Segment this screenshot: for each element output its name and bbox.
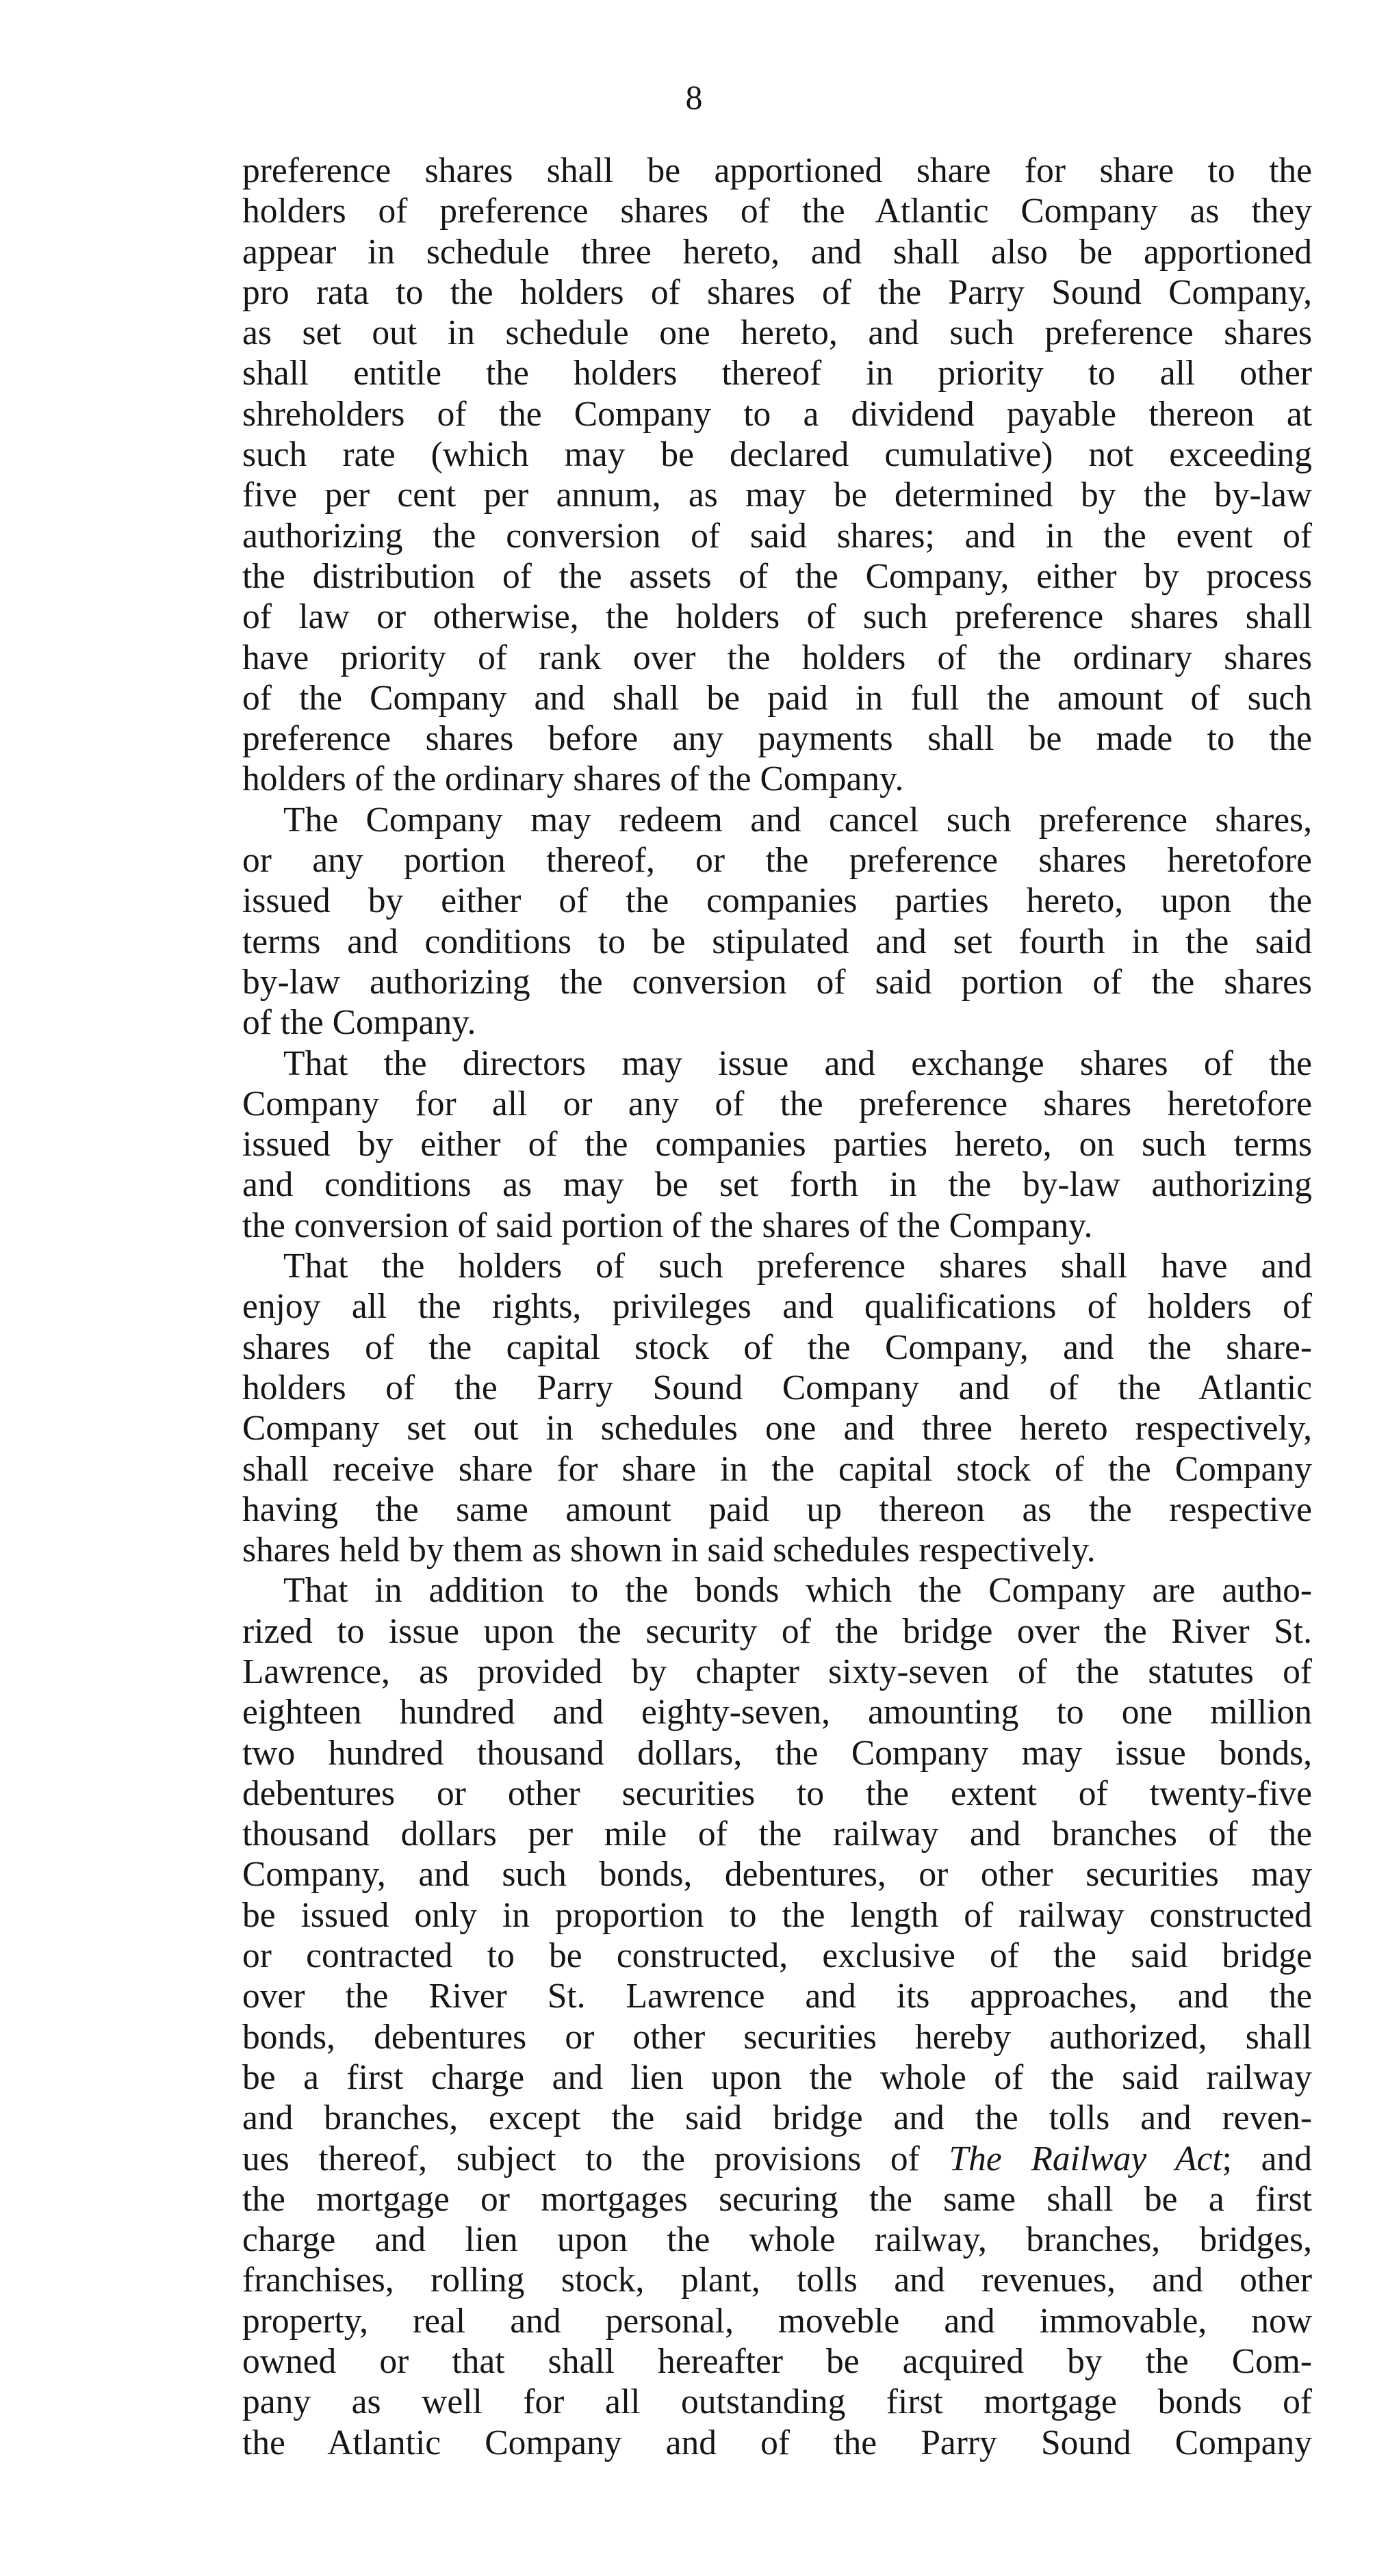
text-line: That in addition to the bonds which the Company are autho- [283,1571,1312,1611]
text-line: as set out in schedule one hereto, and such preference shares [242,313,1312,353]
text-segment: ues thereof, subject to the provisions of [242,2139,949,2178]
act-title: The Railway Act [949,2139,1222,2178]
text-line: charge and lien upon the whole railway, branches, bridges, [242,2220,1312,2260]
paragraph-5 [242,1570,1312,2463]
text-line: and branches, except the said bridge and the tolls and reven- [242,2098,1312,2138]
text-line: holders of preference shares of the Atlantic Company as they [242,192,1312,231]
text-line: terms and conditions to be stipulated and set fourth in the said [242,922,1312,961]
text-line: by-law authorizing the conversion of said portion of the shares [242,962,1312,1002]
text-line: The Company may redeem and cancel such preference shares, [283,800,1312,840]
body-text [242,151,1312,2463]
text-line: shreholders of the Company to a dividend payable thereon at [242,394,1312,434]
text-line: such rate (which may be declared cumulative) not exceeding [242,435,1312,475]
paragraph-1 [242,151,1312,800]
text-line: debentures or other securities to the extent of twenty-five [242,1773,1312,1813]
text-line: franchises, rolling stock, plant, tolls and revenues, and other [242,2261,1312,2300]
text-line: the distribution of the assets of the Company, either by process [242,556,1312,596]
text-line: Company set out in schedules one and three hereto respectively, [242,1409,1312,1448]
text-line: holders of the Parry Sound Company and of the Atlantic [242,1368,1312,1407]
text-line: over the River St. Lawrence and its approaches, and the [242,1977,1312,2016]
text-line: of the Company. [242,1003,476,1043]
text-line: Lawrence, as provided by chapter sixty-seven of the statutes of [242,1652,1312,1691]
text-line: the Atlantic Company and of the Parry Sound Company [242,2423,1312,2462]
text-line: be a first charge and lien upon the whole of the said railway [242,2057,1312,2097]
text-line: or any portion thereof, or the preference shares heretofore [242,841,1312,881]
text-line: bonds, debentures or other securities hereby authorized, shall [242,2017,1312,2057]
text-line: property, real and personal, moveble and immovable, now [242,2301,1312,2341]
text-line: thousand dollars per mile of the railway and branches of the [242,1814,1312,1854]
text-line: or contracted to be constructed, exclusive of the said bridge [242,1936,1312,1976]
text-line-with-italic [242,2139,1312,2179]
text-line: preference shares before any payments shall be made to the [242,719,1312,759]
text-line: owned or that shall hereafter be acquired by the Com- [242,2342,1312,2382]
text-line: appear in schedule three hereto, and shall also be apportioned [242,232,1312,272]
text-line: shares held by them as shown in said schedules respectively. [242,1531,1096,1570]
text-line: be issued only in proportion to the length of railway constructed [242,1895,1312,1935]
text-line: two hundred thousand dollars, the Company may issue bonds, [242,1733,1312,1773]
text-line: rized to issue upon the security of the bridge over the River St. [242,1611,1312,1651]
text-line: Company, and such bonds, debentures, or other securities may [242,1855,1312,1895]
text-line: preference shares shall be apportioned share for share to the [242,151,1312,190]
text-line: pany as well for all outstanding first mortgage bonds of [242,2382,1312,2422]
text-line: and conditions as may be set forth in the by-law authorizing [242,1165,1312,1205]
text-line: of law or otherwise, the holders of such preference shares shall [242,597,1312,637]
paragraph-3 [242,1043,1312,1246]
text-line: have priority of rank over the holders of the ordinary shares [242,638,1312,677]
text-line: the mortgage or mortgages securing the same shall be a first [242,2179,1312,2219]
text-line: eighteen hundred and eighty-seven, amounting to one million [242,1693,1312,1732]
text-line: issued by either of the companies parties hereto, upon the [242,881,1312,921]
page-number: 8 [685,78,703,116]
paragraph-4 [242,1246,1312,1570]
text-line: enjoy all the rights, privileges and qualifications of holders of [242,1287,1312,1327]
text-line: issued by either of the companies parties hereto, on such terms [242,1125,1312,1165]
text-line: five per cent per annum, as may be determined by the by-law [242,476,1312,515]
text-line: That the holders of such preference shares shall have and [283,1247,1312,1286]
paragraph-2 [242,800,1312,1043]
text-line: authorizing the conversion of said shares; and in the event of [242,516,1312,556]
text-line: shall entitle the holders thereof in priority to all other [242,354,1312,393]
text-line: the conversion of said portion of the shares of the Company. [242,1206,1093,1245]
text-line: having the same amount paid up thereon as the respective [242,1489,1312,1529]
text-line: holders of the ordinary shares of the Company. [242,759,904,799]
text-line: of the Company and shall be paid in full the amount of such [242,678,1312,718]
text-line: Company for all or any of the preference shares heretofore [242,1084,1312,1123]
text-segment: ; and [1222,2139,1312,2178]
text-line: pro rata to the holders of shares of the Parry Sound Company, [242,272,1312,312]
text-line: shall receive share for share in the capital stock of the Company [242,1449,1312,1489]
text-line: That the directors may issue and exchange shares of the [283,1043,1312,1083]
text-line: shares of the capital stock of the Company, and the share- [242,1327,1312,1367]
